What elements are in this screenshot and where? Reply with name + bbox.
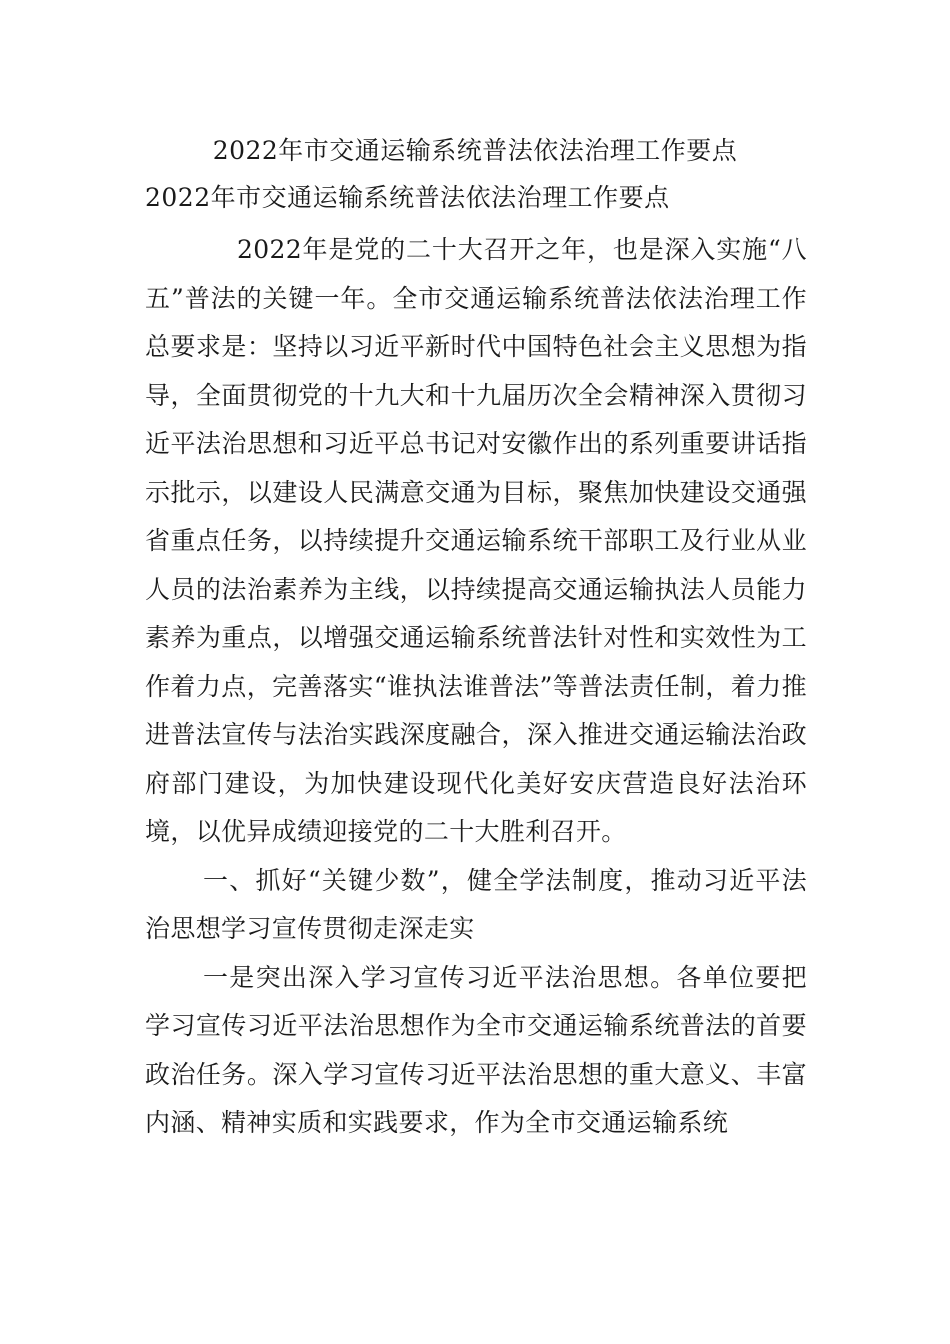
document-body: [145, 226, 807, 1148]
section-paragraph-1: 一是突出深入学习宣传习近平法治思想。各单位要把学习宣传习近平法治思想作为全市交通运输系统普法的首要政治任务。深入学习宣传习近平法治思想的重大意义、丰富内涵、精神实质和实践要求，作为全市交通运输系统: [145, 962, 807, 1137]
document-title: 2022年市交通运输系统普法依法治理工作要点: [212, 136, 738, 165]
document-subtitle-repeat: 2022年市交通运输系统普法依法治理工作要点: [145, 183, 670, 212]
intro-paragraph: 2022年是党的二十大召开之年，也是深入实施“八五”普法的关键一年。全市交通运输系统普法依法治理工作总要求是：坚持以习近平新时代中国特色社会主义思想为指导，全面贯彻党的十九大和十九届历次全会精神深入贯彻习近平法治思想和习近平总书记对安徽作出的系列重要讲话指示批示，以建设人民满意交通为目标，聚焦加快建设交通强省重点任务，以持续提升交通运输系统干部职工及行业从业人员的法治素养为主线，以持续提高交通运输执法人员能力素养为重点，以增强交通运输系统普法针对性和实效性为工作着力点，完善落实“谁执法谁普法”等普法责任制，着力推进普法宣传与法治实践深度融合，深入推进交通运输法治政府部门建设，为加快建设现代化美好安庆营造良好法治环境，以优异成绩迎接党的二十大胜利召开。: [145, 235, 807, 846]
section-heading-1: 一、抓好“关键少数”，健全学法制度，推动习近平法治思想学习宣传贯彻走深走实: [145, 865, 807, 943]
